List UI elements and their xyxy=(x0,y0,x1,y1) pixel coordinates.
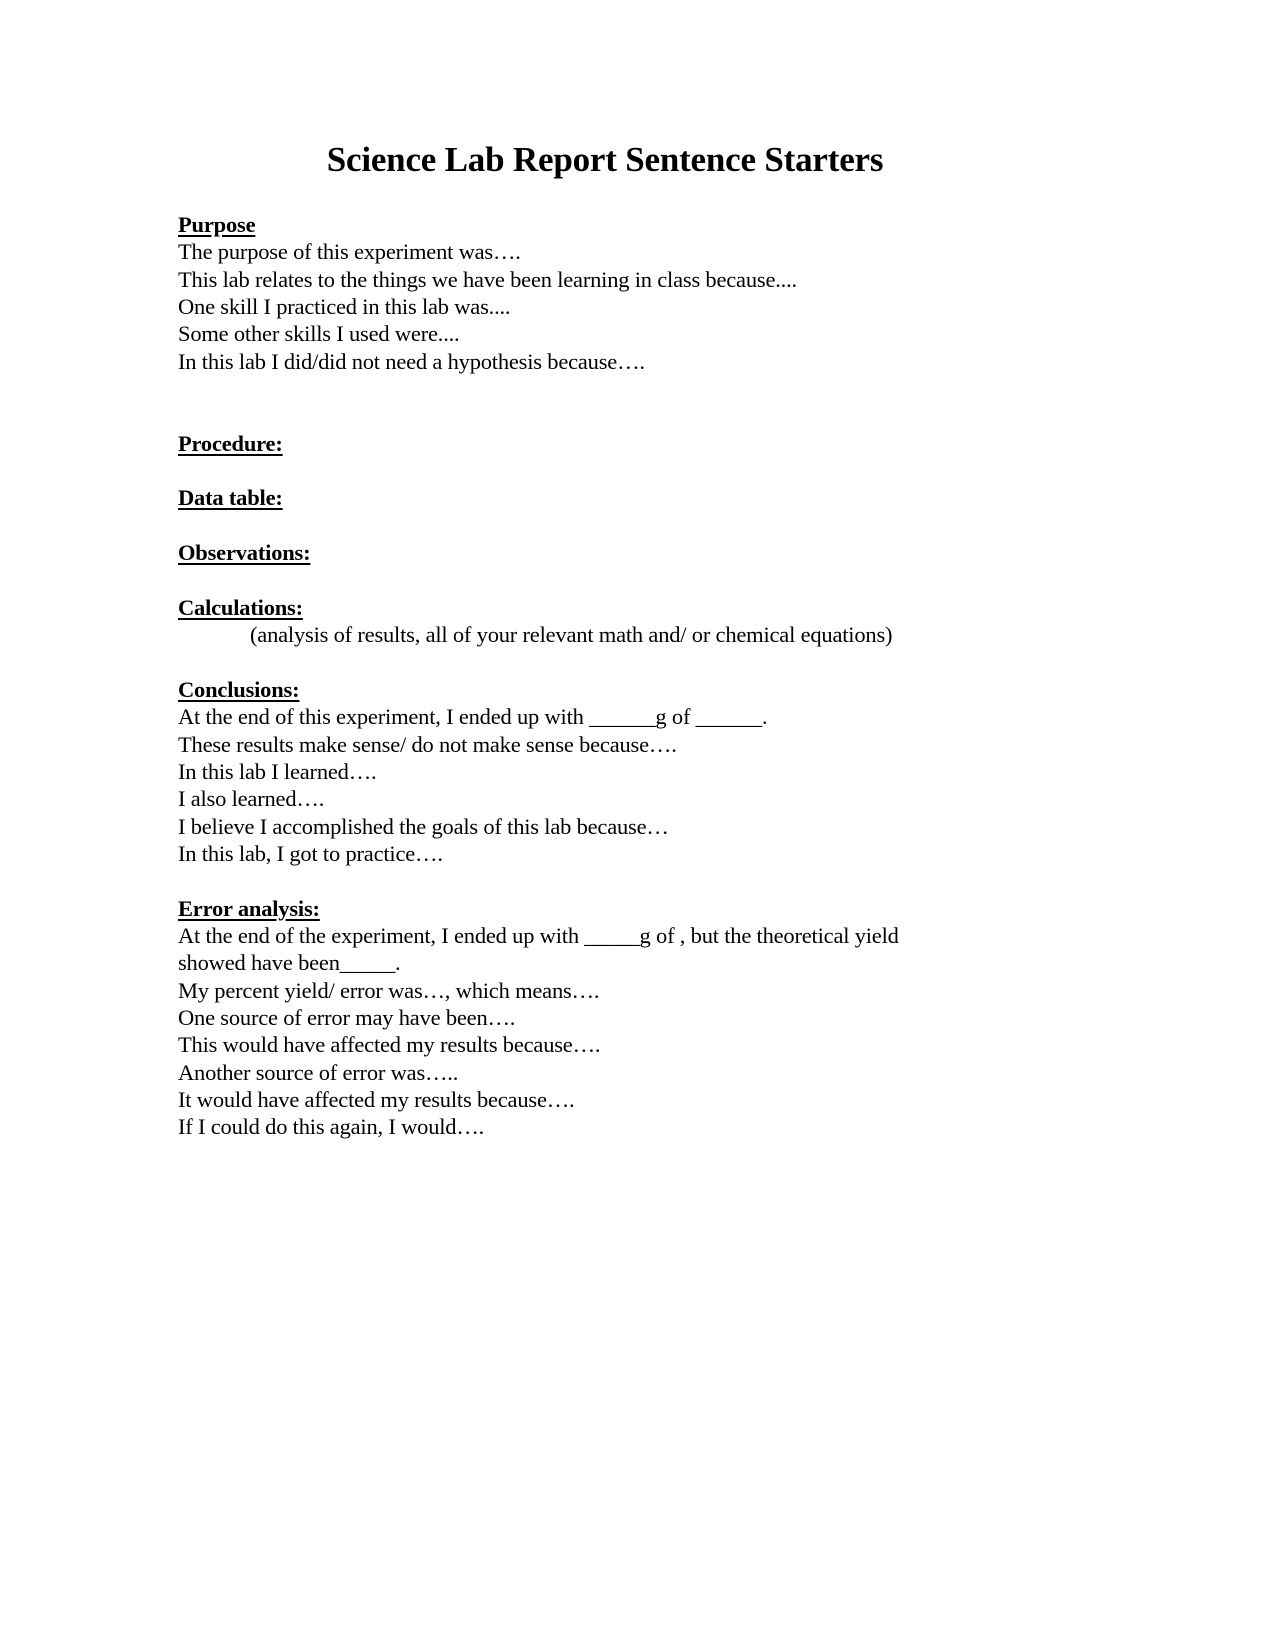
purpose-line: In this lab I did/did not need a hypothesis because…. xyxy=(178,348,645,374)
error-analysis-line: One source of error may have been…. xyxy=(178,1004,516,1030)
calculations-note: (analysis of results, all of your relevant math and/ or chemical equations) xyxy=(250,622,893,648)
page-title: Science Lab Report Sentence Starters xyxy=(326,140,884,179)
conclusions-heading: Conclusions: xyxy=(178,676,300,702)
purpose-line: This lab relates to the things we have been learning in class because.... xyxy=(178,266,797,292)
conclusions-line: These results make sense/ do not make sense because…. xyxy=(178,731,677,757)
procedure-heading: Procedure: xyxy=(178,430,283,456)
conclusions-line: In this lab I learned…. xyxy=(178,758,377,784)
purpose-heading: Purpose xyxy=(178,212,256,237)
error-analysis-line: My percent yield/ error was…, which means…. xyxy=(178,977,600,1003)
conclusions-line: In this lab, I got to practice…. xyxy=(178,840,443,866)
document-body xyxy=(178,211,1078,1141)
purpose-line: One skill I practiced in this lab was.... xyxy=(178,294,511,320)
conclusions-line: At the end of this experiment, I ended up with ______g of ______. xyxy=(178,704,768,730)
error-analysis-heading: Error analysis: xyxy=(178,895,320,921)
calculations-heading: Calculations: xyxy=(178,594,303,620)
conclusions-line: I believe I accomplished the goals of this lab because… xyxy=(178,813,669,839)
error-analysis-line: This would have affected my results because…. xyxy=(178,1032,601,1058)
error-analysis-line: It would have affected my results because…. xyxy=(178,1087,575,1112)
purpose-line: Some other skills I used were.... xyxy=(178,321,460,347)
data-table-heading: Data table: xyxy=(178,485,283,511)
purpose-line: The purpose of this experiment was…. xyxy=(178,239,521,265)
error-analysis-line: If I could do this again, I would…. xyxy=(178,1114,485,1140)
error-analysis-line: showed have been_____. xyxy=(178,950,401,976)
conclusions-line: I also learned…. xyxy=(178,786,325,812)
observations-heading: Observations: xyxy=(178,540,311,566)
error-analysis-line: At the end of the experiment, I ended up with _____g of , but the theoretical yield xyxy=(178,922,899,948)
error-analysis-line: Another source of error was….. xyxy=(178,1059,459,1085)
